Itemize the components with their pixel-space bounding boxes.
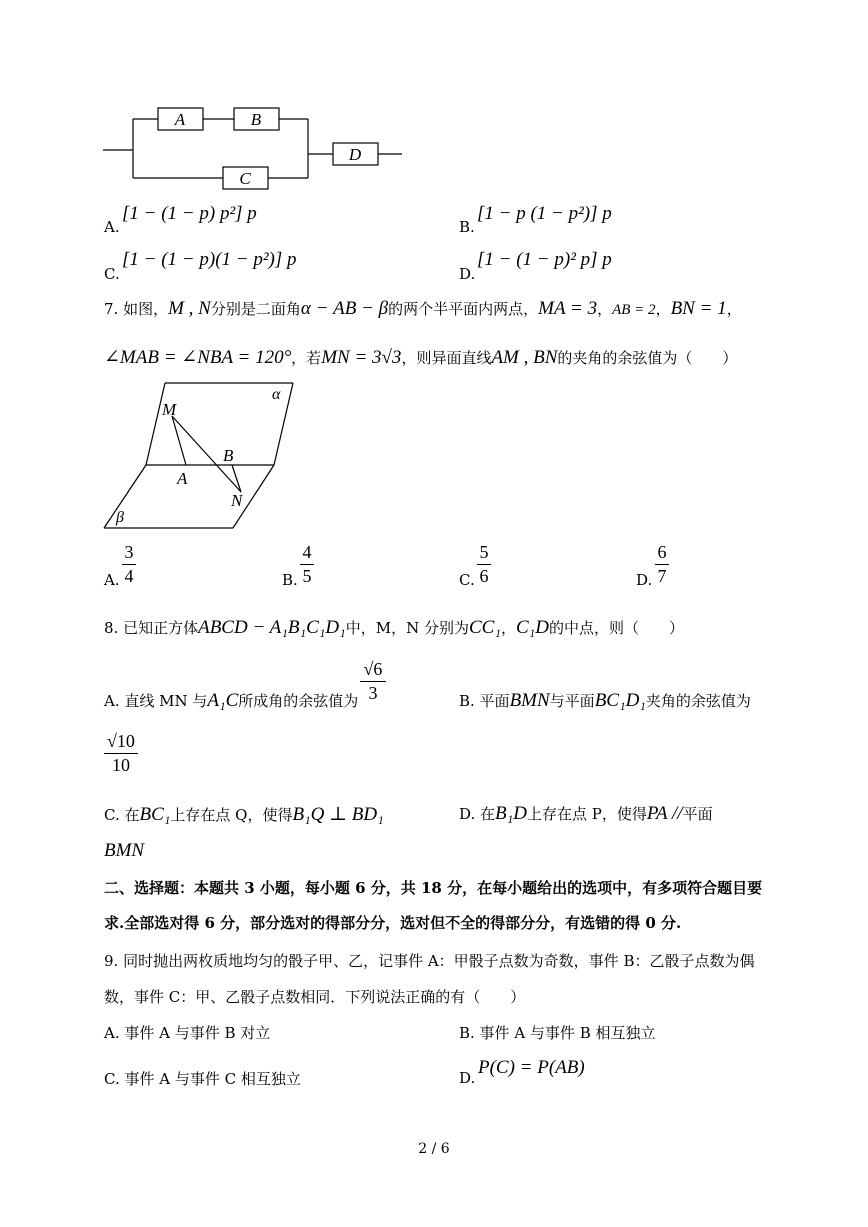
q6-option-b-label: B. bbox=[459, 218, 475, 236]
q8-text-2: 中，M，N 分别为 bbox=[345, 619, 469, 637]
q7-lines: AM , BN bbox=[491, 347, 558, 368]
q7-ab: AB = 2 bbox=[612, 302, 656, 318]
q6-option-a-expr: [1 − (1 − p) p²] p bbox=[122, 203, 257, 224]
q7-sep-1: ， bbox=[597, 300, 613, 318]
q8-b-text: B. 平面 bbox=[459, 692, 510, 710]
q7-option-c-num: 5 bbox=[479, 542, 489, 562]
q9-option-b: B. 事件 A 与事件 B 相互独立 bbox=[459, 1024, 656, 1042]
section-2-instructions-line-2: 求.全部选对得 6 分，部分选对的得部分分，选对但不全的得部分分，有选错的得 0 分. bbox=[104, 914, 682, 932]
q8-c-rel: B₁Q ⊥ BD₁ bbox=[292, 804, 384, 825]
q7-option-d-fraction bbox=[655, 542, 669, 587]
q8-b-den: 10 bbox=[112, 755, 130, 775]
q7-option-c-den: 6 bbox=[479, 566, 489, 586]
q7-option-b-num: 4 bbox=[302, 542, 312, 562]
q7-option-b-fraction bbox=[300, 542, 314, 587]
q8-b-fraction bbox=[104, 731, 138, 776]
q7-points: M , N bbox=[168, 298, 211, 319]
section-2-instructions-line-1: 二、选择题：本题共 3 小题，每小题 6 分，共 18 分，在每小题给出的选项中，有多项符合题目要 bbox=[104, 879, 763, 897]
figure-label-alpha: α bbox=[272, 386, 281, 403]
q7-ma: MA = 3 bbox=[538, 298, 598, 319]
q7-option-d-label: D. bbox=[636, 571, 653, 589]
q7-line-1 bbox=[104, 298, 742, 320]
q7-text-5: 的夹角的余弦值为（ ） bbox=[557, 349, 738, 367]
q9-option-d-label: D. bbox=[459, 1069, 476, 1087]
q7-option-a-den: 4 bbox=[124, 566, 134, 586]
q7-mn-value: MN = 3√3 bbox=[321, 347, 402, 368]
page-number: 2 / 6 bbox=[418, 1141, 450, 1157]
q8-option-a bbox=[104, 690, 358, 712]
q7-text-3: ，若 bbox=[291, 349, 322, 367]
q7-dihedral: α − AB − β bbox=[300, 298, 389, 319]
q8-b-plane: BMN bbox=[509, 690, 550, 711]
q6-option-d-label: D. bbox=[459, 265, 476, 283]
figure-label-beta: β bbox=[116, 509, 124, 526]
q7-text-4: ，则异面直线 bbox=[401, 349, 492, 367]
q7-option-a-num: 3 bbox=[124, 542, 134, 562]
q6-option-c-label: C. bbox=[104, 265, 120, 283]
q9-option-a: A. 事件 A 与事件 B 对立 bbox=[104, 1024, 271, 1042]
q8-c1d: C₁D bbox=[515, 617, 549, 638]
dihedral-figure bbox=[0, 370, 320, 540]
q7-option-a-label: A. bbox=[104, 571, 120, 589]
q8-option-d bbox=[459, 803, 713, 825]
q8-a-text-2: 所成角的余弦值为 bbox=[238, 692, 359, 710]
q8-d-text-2: 上存在点 P，使得 bbox=[526, 805, 647, 823]
circuit-label-a: A bbox=[174, 110, 186, 129]
q8-sep: ， bbox=[500, 619, 516, 637]
q7-bn: BN = 1 bbox=[670, 298, 727, 319]
q8-a-num: √6 bbox=[363, 659, 383, 679]
q6-option-c-expr: [1 − (1 − p)(1 − p²)] p bbox=[122, 249, 297, 270]
q7-option-d-den: 7 bbox=[657, 566, 667, 586]
q8-b-num: √10 bbox=[107, 731, 135, 751]
q7-option-d-num: 6 bbox=[657, 542, 667, 562]
q8-text-3: 的中点，则（ ） bbox=[548, 619, 684, 637]
q8-stem bbox=[104, 617, 684, 639]
q8-option-b bbox=[459, 690, 751, 712]
q8-d-text: D. 在 bbox=[459, 805, 496, 823]
q6-option-b-expr: [1 − p (1 − p²)] p bbox=[477, 203, 612, 224]
q7-option-b-den: 5 bbox=[302, 566, 312, 586]
figure-label-b: B bbox=[223, 446, 234, 465]
q6-option-a-label: A. bbox=[104, 218, 120, 236]
q9-option-d-expr: P(C) = P(AB) bbox=[478, 1057, 585, 1078]
q8-b-text-2: 与平面 bbox=[549, 692, 595, 710]
q7-angles: ∠MAB = ∠NBA = 120° bbox=[104, 347, 292, 368]
q9-option-c: C. 事件 A 与事件 C 相互独立 bbox=[104, 1070, 301, 1088]
q7-option-c-fraction bbox=[477, 542, 491, 587]
q8-cc1: CC₁ bbox=[468, 617, 501, 638]
q6-option-d-expr: [1 − (1 − p)² p] p bbox=[477, 249, 612, 270]
q7-line-2 bbox=[104, 346, 737, 369]
q7-sep-2: ， bbox=[655, 300, 671, 318]
q8-a-text: A. 直线 MN 与 bbox=[104, 692, 208, 710]
q8-d-seg: B₁D bbox=[495, 803, 527, 824]
q9-line-1: 9. 同时抛出两枚质地均匀的骰子甲、乙，记事件 A：甲骰子点数为奇数，事件 B：乙骰子点数为偶 bbox=[104, 952, 755, 970]
q7-text-2: 的两个半平面内两点， bbox=[388, 300, 539, 318]
q8-c-text-2: 上存在点 Q，使得 bbox=[170, 806, 293, 824]
q7-option-a-fraction bbox=[122, 542, 136, 587]
figure-label-n: N bbox=[231, 491, 243, 510]
q7-sep-3: ， bbox=[726, 300, 742, 318]
q7-option-b-label: B. bbox=[282, 571, 298, 589]
q8-a-den: 3 bbox=[368, 683, 378, 703]
q8-c-seg: BC₁ bbox=[139, 804, 171, 825]
q8-d-text-3: 平面 bbox=[682, 805, 713, 823]
q8-text-1: 8. 已知正方体 bbox=[104, 619, 199, 637]
circuit-label-d: D bbox=[348, 145, 362, 164]
figure-label-m: M bbox=[162, 400, 177, 419]
q7-text-1: 分别是二面角 bbox=[210, 300, 301, 318]
q7-option-c-label: C. bbox=[459, 571, 475, 589]
q8-d-rel: PA // bbox=[646, 803, 683, 824]
q8-d-plane: BMN bbox=[104, 840, 145, 861]
q7-number: 7. 如图， bbox=[104, 300, 169, 318]
circuit-label-b: B bbox=[250, 110, 262, 129]
q8-a-fraction bbox=[360, 659, 386, 704]
q8-b-text-3: 夹角的余弦值为 bbox=[645, 692, 751, 710]
circuit-diagram bbox=[0, 0, 420, 200]
figure-label-a: A bbox=[177, 469, 188, 488]
q8-option-c bbox=[104, 803, 384, 826]
q8-b-plane-2: BC₁D₁ bbox=[594, 690, 646, 711]
circuit-label-c: C bbox=[239, 169, 251, 188]
q9-line-2: 数，事件 C：甲、乙骰子点数相同．下列说法正确的有（ ） bbox=[104, 988, 526, 1006]
q8-c-text: C. 在 bbox=[104, 806, 140, 824]
q8-cube: ABCD − A₁B₁C₁D₁ bbox=[198, 617, 346, 638]
q8-a-line: A₁C bbox=[207, 690, 239, 711]
